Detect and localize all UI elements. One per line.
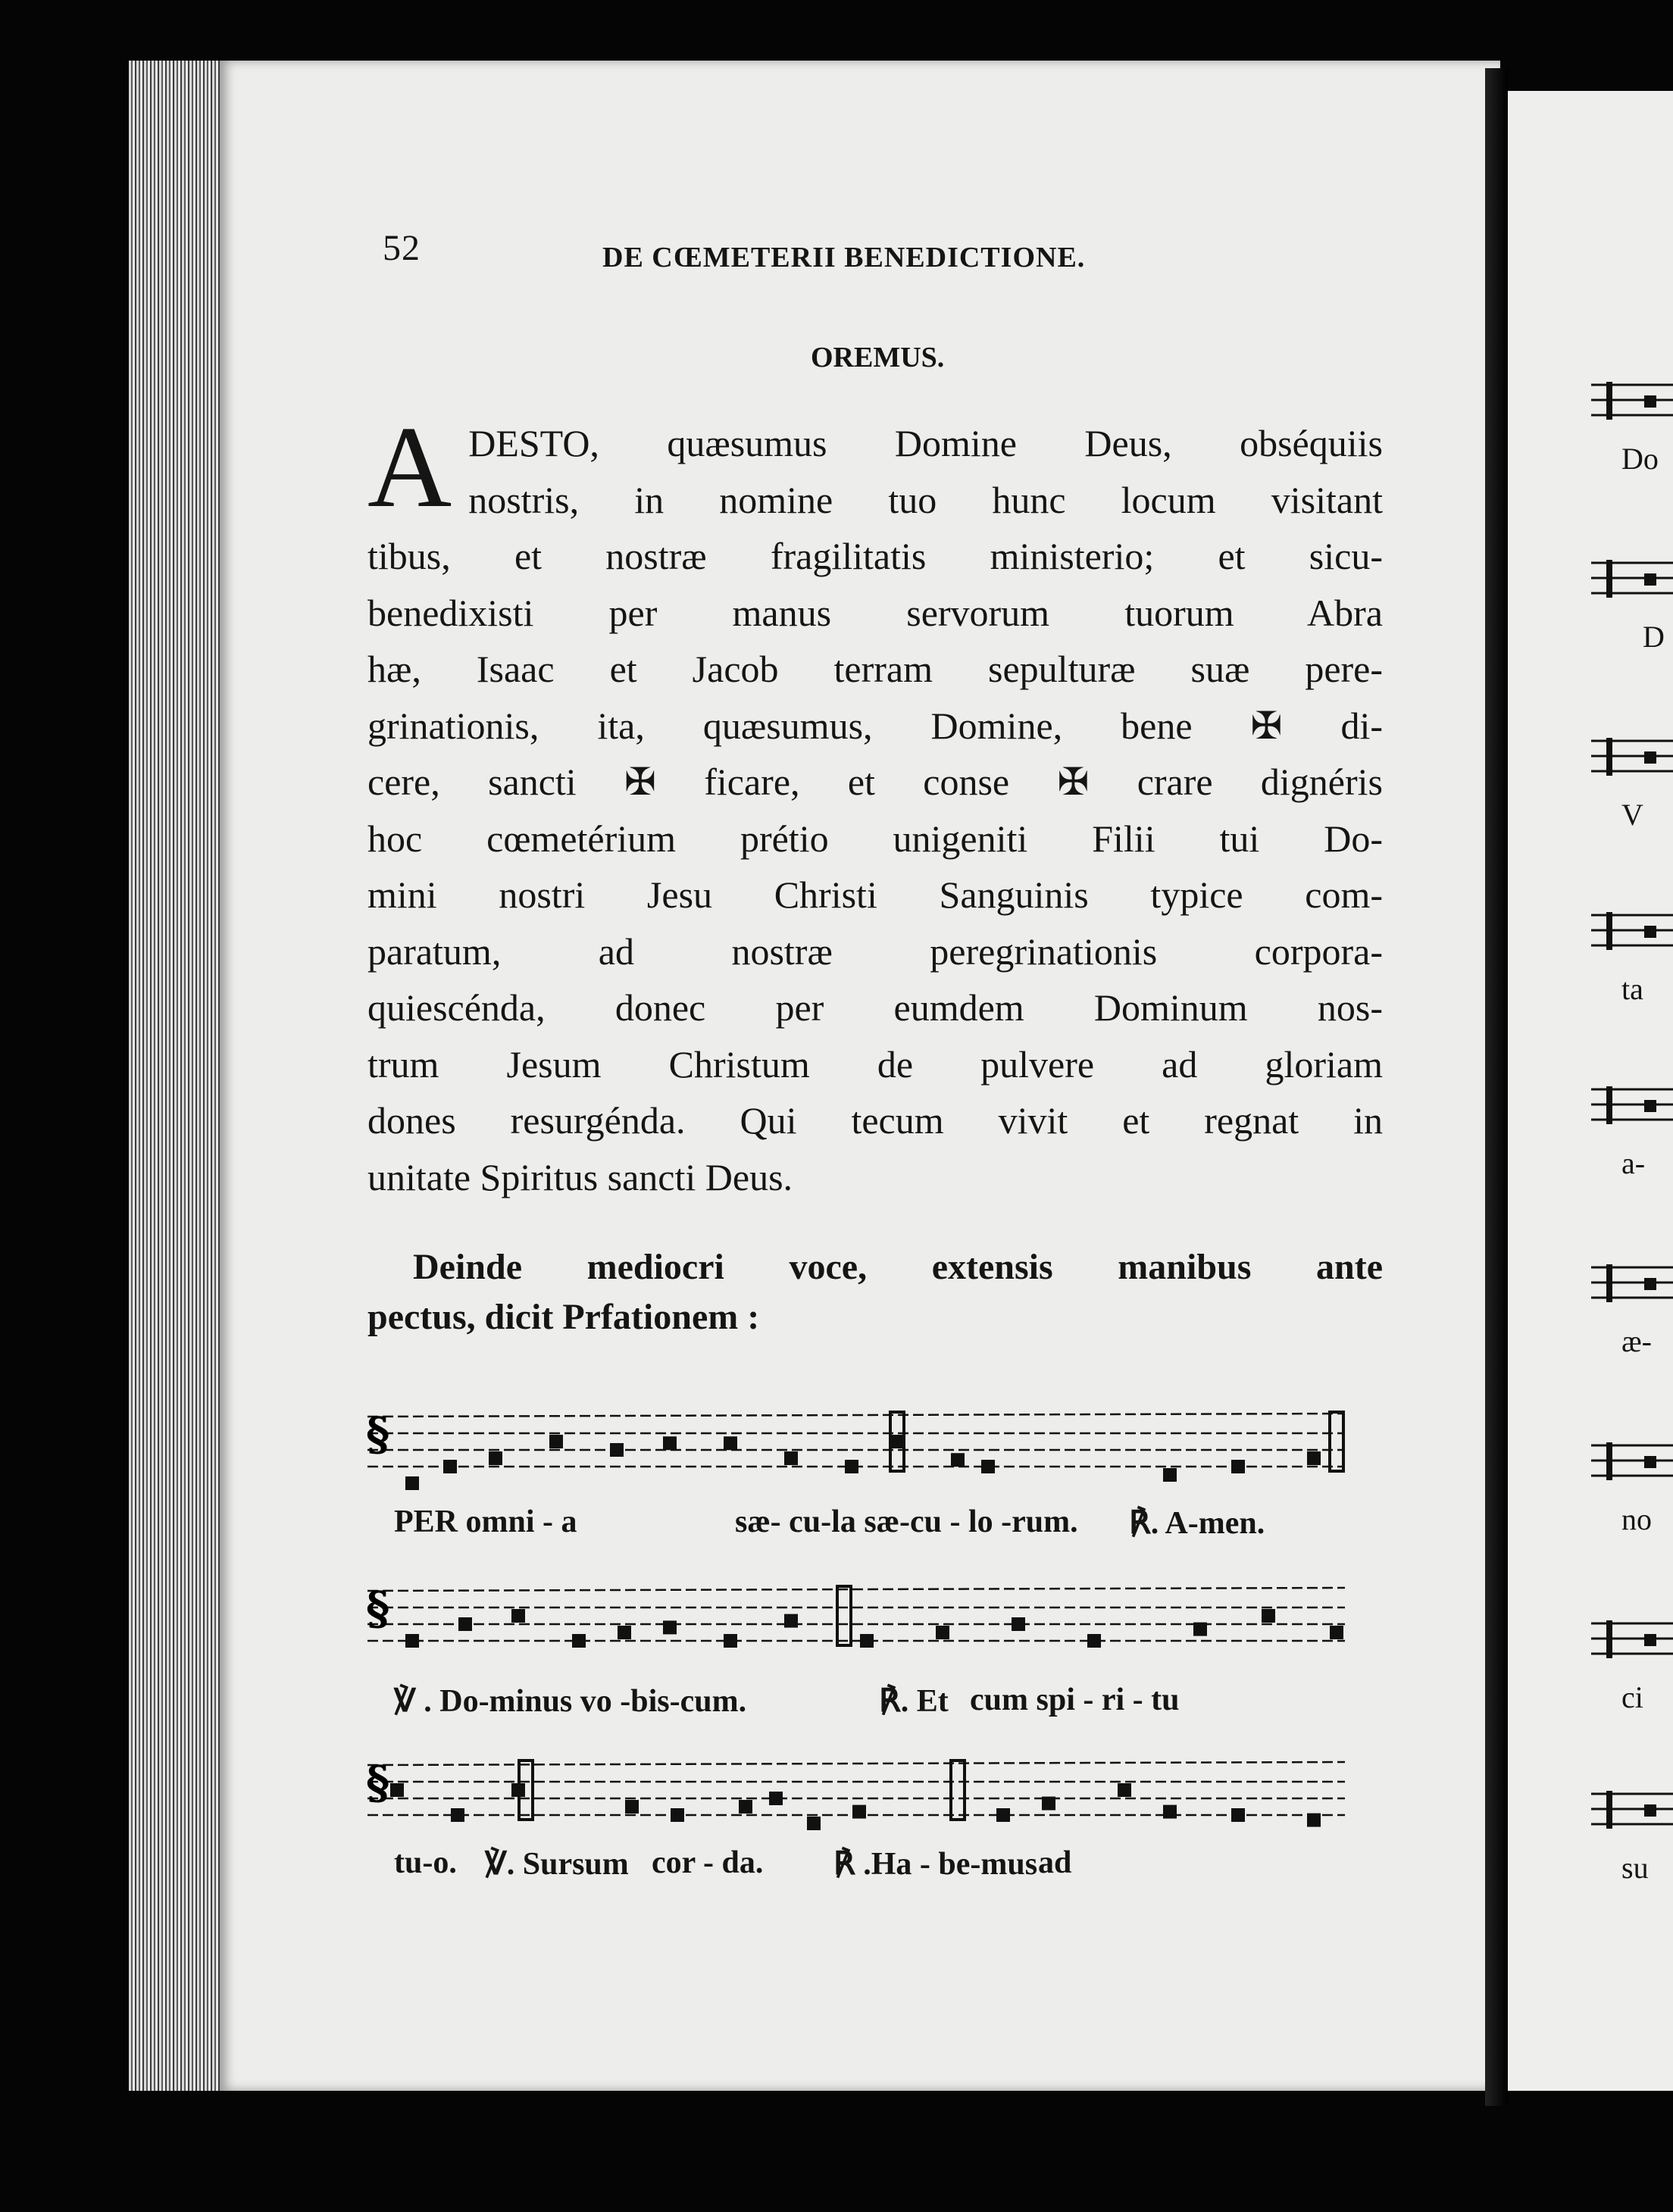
prayer-lines — [367, 403, 1383, 1205]
note-neume — [663, 1436, 677, 1450]
note-neume — [451, 1808, 464, 1822]
page-number: 52 — [383, 228, 421, 268]
chant-syllable: ℣ . Do-minus vo -bis-cum. — [394, 1684, 747, 1719]
prayer-line: mini nostri Jesu Christi Sanguinis typice com- — [367, 873, 1383, 916]
note-neume — [1307, 1814, 1321, 1827]
note-neume — [724, 1634, 737, 1648]
prayer-line: DESTO, quæsumus Domine Deus, obséquiis — [468, 422, 1383, 464]
chant-syllable: tu-o. — [394, 1845, 457, 1880]
note-neume — [618, 1626, 631, 1639]
note-neume — [1163, 1468, 1177, 1482]
facing-page-syllable: D — [1643, 620, 1665, 654]
chant-syllable: ℣. Sursum — [485, 1847, 629, 1882]
facing-page-stave — [1591, 1439, 1673, 1485]
facing-page-stave — [1591, 1617, 1673, 1663]
note-neume — [845, 1460, 858, 1473]
note-neume — [951, 1453, 965, 1467]
note-neume — [610, 1443, 624, 1457]
note-neume — [458, 1617, 472, 1631]
note-neume — [784, 1451, 798, 1465]
drop-cap: A — [367, 403, 452, 532]
facing-page-syllable: a- — [1621, 1146, 1646, 1180]
note-neume — [1330, 1626, 1343, 1639]
facing-page-syllable: Do — [1621, 442, 1659, 476]
facing-page-stave — [1591, 909, 1673, 954]
prayer-text — [367, 403, 1383, 1205]
note-neume — [936, 1626, 949, 1639]
facing-page-syllable: su — [1621, 1851, 1649, 1885]
clef: § — [366, 1582, 390, 1636]
clef: § — [366, 1408, 390, 1461]
note-neume — [443, 1460, 457, 1473]
note-neume — [784, 1614, 798, 1628]
prayer-line: tibus, et nostræ fragilitatis ministerio; et sicu- — [367, 535, 1383, 577]
note-neume — [405, 1476, 419, 1490]
note-neume — [769, 1792, 783, 1805]
prayer-line: hoc cœmetérium prétio unigeniti Filii tui Do- — [367, 817, 1383, 860]
rubric-lines — [367, 1242, 1383, 1342]
facing-page — [1508, 91, 1673, 2091]
section-heading: OREMUS. — [811, 342, 945, 373]
chant-stave-3 — [360, 1750, 1375, 1856]
note-neume — [807, 1817, 821, 1830]
note-neume — [739, 1800, 752, 1814]
note-neume — [625, 1800, 639, 1814]
book-gutter — [1485, 68, 1508, 2106]
prayer-line: unitate Spiritus sancti Deus. — [367, 1155, 793, 1198]
prayer-line: benedixisti per manus servorum tuorum Abra — [367, 591, 1383, 634]
note-neume — [1118, 1783, 1131, 1797]
prayer-line: nostris, in nomine tuo hunc locum visitant — [468, 478, 1383, 521]
rubric-text — [367, 1242, 1383, 1342]
prayer-line: paratum, ad nostræ peregrinationis corpora- — [367, 929, 1383, 973]
chant-syllable: ℟. Et — [879, 1684, 949, 1719]
prayer-line: dones resurgénda. Qui tecum vivit et regnat in — [367, 1099, 1383, 1142]
bar-line — [837, 1586, 851, 1645]
chant-stave-1 — [360, 1401, 1375, 1507]
facing-page-syllable: ci — [1621, 1680, 1643, 1714]
note-neume — [860, 1634, 874, 1648]
note-neume — [1307, 1451, 1321, 1465]
chant-stave-2 — [360, 1576, 1375, 1682]
facing-page-syllable: æ- — [1621, 1324, 1652, 1358]
note-neume — [511, 1609, 525, 1623]
note-neume — [890, 1435, 904, 1448]
note-neume — [671, 1808, 684, 1822]
rubric-line: Deinde mediocri voce, extensis manibus ante — [413, 1247, 1383, 1287]
note-neume — [996, 1808, 1010, 1822]
prayer-line: trum Jesum Christum de pulvere ad gloriam — [367, 1042, 1383, 1086]
clef: § — [366, 1757, 390, 1810]
note-neume — [1231, 1808, 1245, 1822]
facing-page-stave — [1591, 735, 1673, 780]
chant-syllable: sæ- cu-la sæ-cu - lo -rum. — [735, 1504, 1078, 1539]
staff-line — [367, 1414, 1345, 1417]
prayer-line: quiescénda, donec per eumdem Dominum nos- — [367, 986, 1383, 1029]
note-neume — [1087, 1634, 1101, 1648]
chant-syllable: cor - da. — [652, 1845, 764, 1880]
prayer-line: grinationis, ita, quæsumus, Domine, bene ✠ di- — [367, 704, 1383, 747]
note-neume — [724, 1436, 737, 1450]
chant-syllable: cum spi - ri - tu — [970, 1682, 1180, 1717]
prayer-line: cere, sancti ✠ ficare, et conse ✠ crare dignéris — [367, 761, 1383, 803]
facing-page-syllable: V — [1621, 798, 1643, 832]
staff-line — [367, 1588, 1345, 1591]
note-neume — [1262, 1609, 1275, 1623]
facing-page-stave — [1591, 557, 1673, 602]
facing-page-syllable: ta — [1621, 972, 1643, 1006]
chant-syllable: ℟. A-men. — [1129, 1506, 1265, 1541]
note-neume — [1163, 1805, 1177, 1819]
chant-syllable: PER omni - a — [394, 1504, 577, 1539]
note-neume — [390, 1783, 404, 1797]
note-neume — [549, 1435, 563, 1448]
chant-syllable: ad — [1038, 1845, 1072, 1880]
note-neume — [1042, 1797, 1055, 1811]
note-neume — [981, 1460, 995, 1473]
bar-line — [1330, 1412, 1343, 1471]
note-neume — [1193, 1623, 1207, 1636]
note-neume — [663, 1620, 677, 1634]
note-neume — [1012, 1617, 1025, 1631]
bar-line — [951, 1761, 965, 1820]
prayer-line: hæ, Isaac et Jacob terram sepulturæ suæ pere- — [367, 648, 1383, 690]
note-neume — [852, 1805, 866, 1819]
note-neume — [572, 1634, 586, 1648]
rubric-line: pectus, dicit Prfationem : — [367, 1297, 760, 1337]
chant-syllable: ℟ .Ha - be-mus — [833, 1847, 1038, 1882]
note-neume — [489, 1451, 502, 1465]
facing-page-stave — [1591, 1261, 1673, 1307]
note-neume — [405, 1634, 419, 1648]
facing-page-stave — [1591, 379, 1673, 424]
facing-page-stave — [1591, 1083, 1673, 1129]
note-neume — [1231, 1460, 1245, 1473]
facing-page-stave — [1591, 1788, 1673, 1833]
facing-page-syllable: no — [1621, 1502, 1652, 1536]
page-edges — [129, 61, 227, 2091]
staff-line — [367, 1762, 1345, 1765]
page-title: DE CŒMETERII BENEDICTIONE. — [602, 242, 1086, 273]
